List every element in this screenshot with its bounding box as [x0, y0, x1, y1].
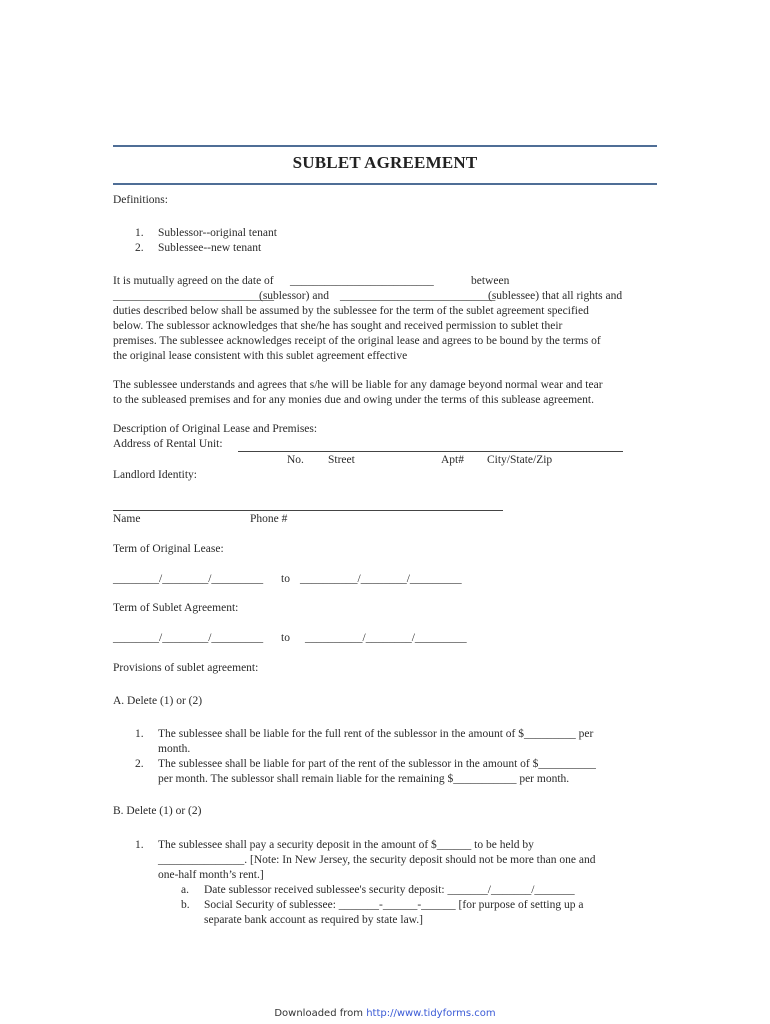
agreement-text-line: duties described below shall be assumed by the sublessee for the term of the sublet agreement specified — [113, 305, 589, 317]
definitions-heading: Definitions: — [113, 194, 168, 206]
section-b-item1-line: _______________. [Note: In New Jersey, the security deposit should not be more than one and — [158, 854, 596, 866]
sublessor-label: (sublessor) and — [259, 290, 329, 302]
social-security-line: separate bank account as required by state law.] — [204, 914, 423, 926]
footer-prefix: Downloaded from — [274, 1008, 367, 1019]
term-sublet-from-field[interactable]: ________/________/_________ — [113, 632, 264, 644]
agreement-text-line: premises. The sublessee acknowledges receipt of the original lease and agrees to be bound by the terms of — [113, 335, 601, 347]
landlord-phone-caption: Phone # — [250, 513, 288, 525]
section-b-item-number: 1. — [135, 839, 144, 851]
section-b-item1-line: one-half month’s rent.] — [158, 869, 264, 881]
agreement-text-line: below. The sublessor acknowledges that she/he has sought and received permission to sublet their — [113, 320, 563, 332]
section-a-item-number: 2. — [135, 758, 144, 770]
term-sublet-to-field[interactable]: __________/________/_________ — [305, 632, 467, 644]
title-rule — [113, 183, 657, 185]
section-a-item1-line: The sublessee shall be liable for the full rent of the sublessor in the amount of $_________ per — [158, 728, 594, 740]
section-b-heading: B. Delete (1) or (2) — [113, 805, 202, 817]
liability-text-line: The sublessee understands and agrees that s/he will be liable for any damage beyond normal wear and tear — [113, 379, 603, 391]
landlord-field[interactable] — [113, 510, 503, 511]
section-b-sub-letter: b. — [181, 899, 190, 911]
definition-number: 2. — [135, 242, 144, 254]
address-field[interactable] — [238, 451, 623, 452]
top-rule — [113, 145, 657, 147]
document-title: SUBLET AGREEMENT — [292, 153, 478, 172]
definition-text: Sublessor--original tenant — [158, 227, 277, 239]
address-street-caption: Street — [328, 454, 355, 466]
definition-number: 1. — [135, 227, 144, 239]
section-a-item2-line: per month. The sublessor shall remain liable for the remaining $___________ per month. — [158, 773, 570, 785]
term-original-from-field[interactable]: ________/________/_________ — [113, 573, 264, 585]
term-original-to-field[interactable]: __________/________/_________ — [300, 573, 462, 585]
term-original-label: Term of Original Lease: — [113, 543, 224, 555]
sublessee-label: (sublessee) that all rights and — [488, 290, 623, 302]
term-sublet-label: Term of Sublet Agreement: — [113, 602, 239, 614]
lease-description-heading: Description of Original Lease and Premises: — [113, 423, 318, 435]
address-label: Address of Rental Unit: — [113, 438, 223, 450]
definition-text: Sublessee--new tenant — [158, 242, 262, 254]
section-b-sub-letter: a. — [181, 884, 189, 896]
landlord-label: Landlord Identity: — [113, 469, 197, 481]
agreement-date-field[interactable]: _________________________ — [290, 275, 434, 287]
section-a-item1-line: month. — [158, 743, 191, 755]
agreement-between-text: between — [471, 275, 510, 287]
address-no-caption: No. — [287, 454, 304, 466]
section-a-heading: A. Delete (1) or (2) — [113, 695, 203, 707]
address-apt-caption: Apt# — [441, 454, 464, 466]
footer-link[interactable]: http://www.tidyforms.com — [366, 1008, 496, 1019]
provisions-heading: Provisions of sublet agreement: — [113, 662, 259, 674]
liability-text-line: to the subleased premises and for any monies due and owing under the terms of this sublease agreement. — [113, 394, 594, 406]
section-b-item1-line: The sublessee shall pay a security deposit in the amount of $______ to be held by — [158, 839, 534, 851]
section-a-item2-line: The sublessee shall be liable for part of the rent of the sublessor in the amount of $__________ — [158, 758, 596, 770]
sublessee-name-field[interactable]: ___________________________ — [340, 290, 496, 302]
section-a-item-number: 1. — [135, 728, 144, 740]
social-security-line: Social Security of sublessee: _______-______-______ [for purpose of setting up a — [204, 899, 584, 911]
address-city-caption: City/State/Zip — [487, 454, 553, 466]
landlord-name-caption: Name — [113, 513, 141, 525]
term-sublet-to-word: to — [281, 632, 290, 644]
sublessor-name-field[interactable]: ____________________________ — [113, 290, 274, 302]
term-original-to-word: to — [281, 573, 290, 585]
agreement-date-label: It is mutually agreed on the date of — [113, 275, 274, 287]
agreement-text-line: the original lease consistent with this sublet agreement effective — [113, 350, 408, 362]
deposit-date-line: Date sublessor received sublessee's security deposit: _______/_______/_______ — [204, 884, 575, 896]
download-footer — [0, 1008, 770, 1019]
